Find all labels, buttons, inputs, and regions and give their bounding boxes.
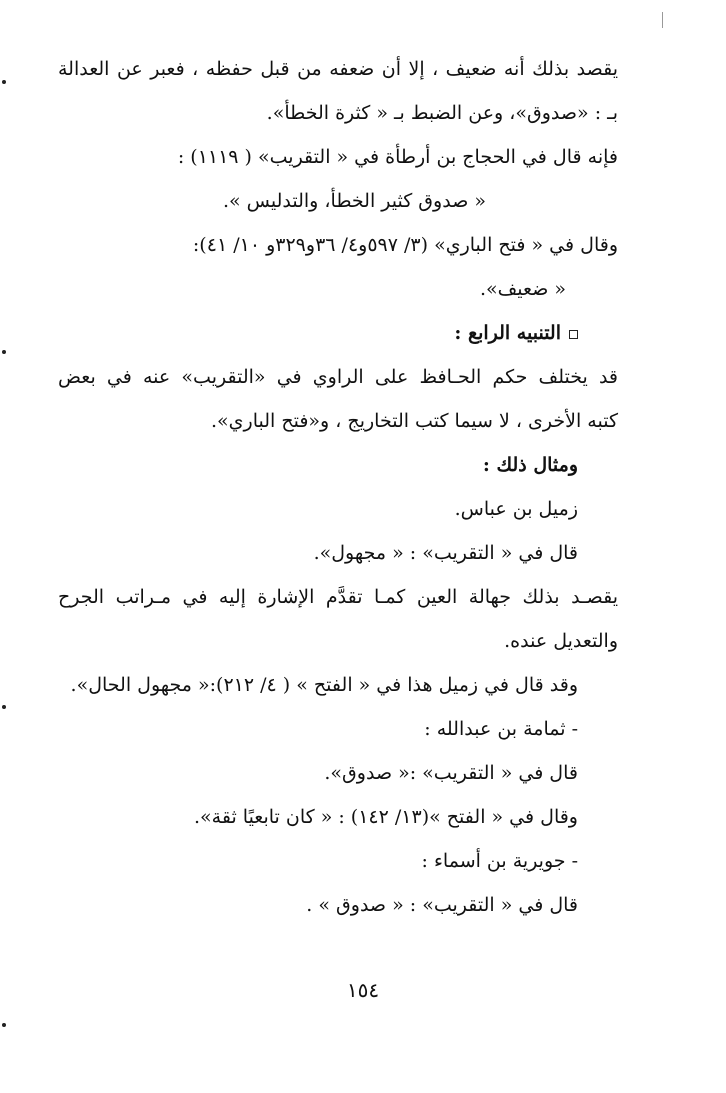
section-heading-text: التنبيه الرابع : (454, 322, 561, 344)
scan-speck (2, 705, 6, 709)
text-line: والتعديل عنده. (504, 630, 618, 652)
text-line: وقد قال في زميل هذا في « الفتح » ( ٤/ ٢١٢):« مجهول الحال». (70, 674, 578, 696)
text-line: قال في « التقريب» :« صدوق». (324, 762, 578, 784)
scan-speck (2, 80, 6, 84)
text-line: يقصـد بذلك جهالة العين كمـا تقدَّم الإشارة إليه في مـراتب الجرح (58, 586, 618, 608)
text-line: يقصد بذلك أنه ضعيف ، إلا أن ضعفه من قبل حفظه ، فعبر عن العدالة (58, 58, 618, 80)
text-line: - جويرية بن أسماء : (421, 850, 578, 872)
scan-speck (2, 1023, 6, 1027)
scan-speck (2, 350, 6, 354)
text-line: قال في « التقريب» : « مجهول». (313, 542, 578, 564)
text-line: قال في « التقريب» : « صدوق » . (306, 894, 578, 916)
text-line: « صدوق كثير الخطأ، والتدليس ». (222, 190, 486, 212)
page-number: ١٥٤ (346, 978, 380, 1002)
text-line: كتبه الأخرى ، لا سيما كتب التخاريج ، و«فتح الباري». (211, 410, 618, 432)
scan-mark (662, 12, 663, 28)
square-bullet-icon (569, 330, 578, 339)
text-line: زميل بن عباس. (454, 498, 578, 520)
text-line: وقال في « الفتح »(١٣/ ١٤٢) : « كان تابعيًا ثقة». (193, 806, 578, 828)
text-line: فإنه قال في الحجاج بن أرطأة في « التقريب» ( ١١١٩) : (177, 146, 618, 168)
text-line: وقال في « فتح الباري» (٣/ ٥٩٧و٤/ ٣٦و٣٢٩و ١٠/ ٤١): (192, 234, 618, 256)
text-line: قد يختلف حكم الحـافظ على الراوي في «التقريب» عنه في بعض (58, 366, 618, 388)
text-line: « ضعيف». (479, 278, 566, 300)
text-line: - ثمامة بن عبدالله : (424, 718, 578, 740)
subheading: ومثال ذلك : (482, 454, 578, 476)
text-line: بـ : «صدوق»، وعن الضبط بـ « كثرة الخطأ». (266, 102, 618, 124)
section-heading (58, 318, 578, 348)
